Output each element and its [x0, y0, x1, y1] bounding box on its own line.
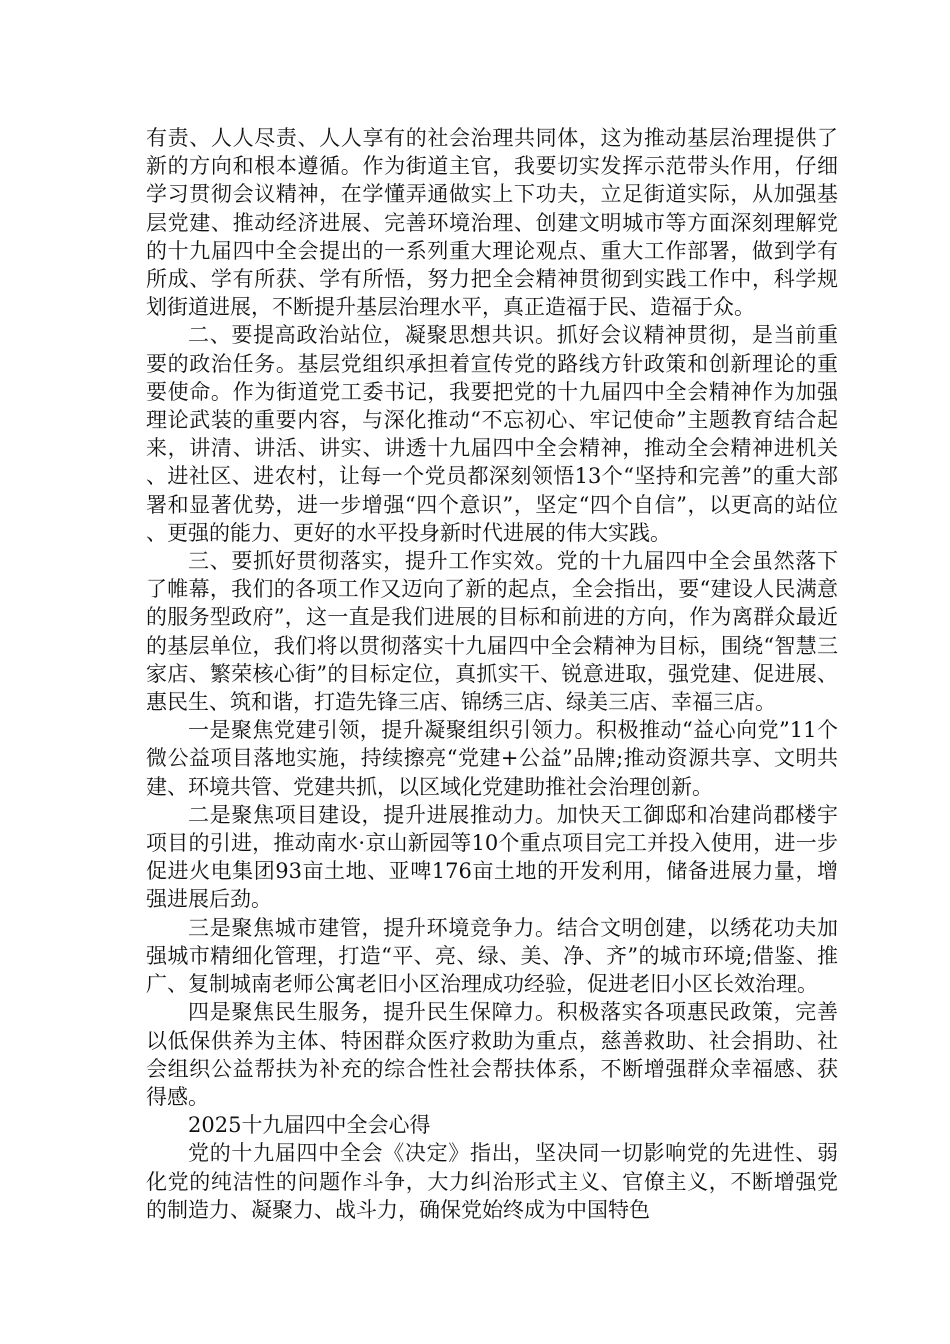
paragraph-point-two: 二是聚焦项目建设，提升进展推动力。加快天工御邸和冶建尚郡楼宇项目的引进，推动南水·京山新园等10个重点项目完工并投入使用，进一步促进火电集团93亩土地、亚啤176亩土地的开发利用，储备进展力量，增强进展后劲。 — [146, 802, 838, 912]
paragraph-point-four: 四是聚焦民生服务，提升民生保障力。积极落实各项惠民政策，完善以低保供养为主体、特困群众医疗救助为重点，慈善救助、社会捐助、社会组织公益帮扶为补充的综合性社会帮扶体系，不断增强群众幸福感、获得感。 — [146, 1000, 838, 1109]
paragraph-point-one: 一是聚焦党建引领，提升凝聚组织引领力。积极推动“益心向党”11个微公益项目落地实施，持续擦亮“党建+公益”品牌;推动资源共享、文明共建、环境共管、党建共抓，以区域化党建助推社会治理创新。 — [146, 718, 838, 799]
section-heading: 2025十九届四中全会心得 — [188, 1113, 431, 1138]
document-body — [146, 124, 838, 1224]
paragraph-decision: 党的十九届四中全会《决定》指出，坚决同一切影响党的先进性、弱化党的纯洁性的问题作斗争，大力纠治形式主义、官僚主义，不断增强党的制造力、凝聚力、战斗力，确保党始终成为中国特色 — [146, 1141, 838, 1222]
paragraph-continuation: 有责、人人尽责、人人享有的社会治理共同体，这为推动基层治理提供了新的方向和根本遵循。作为街道主官，我要切实发挥示范带头作用，仔细学习贯彻会议精神，在学懂弄通做实上下功夫，立足街道实际，从加强基层党建、推动经济进展、完善环境治理、创建文明城市等方面深刻理解党的十九届四中全会提出的一系列重大理论观点、重大工作部署，做到学有所成、学有所获、学有所悟，努力把全会精神贯彻到实践工作中，科学规划街道进展，不断提升基层治理水平，真正造福于民、造福于众。 — [146, 126, 838, 320]
paragraph-point-three: 三是聚焦城市建管，提升环境竞争力。结合文明创建，以绣花功夫加强城市精细化管理，打造“平、亮、绿、美、净、齐”的城市环境;借鉴、推广、复制城南老师公寓老旧小区治理成功经验，促进老旧小区长效治理。 — [146, 915, 838, 997]
paragraph-section-three: 三、要抓好贯彻落实，提升工作实效。党的十九届四中全会虽然落下了帷幕，我们的各项工作又迈向了新的起点，全会指出，要“建设人民满意的服务型政府”，这一直是我们进展的目标和前进的方向，作为离群众最近的基层单位，我们将以贯彻落实十九届四中全会精神为目标，围绕“智慧三家店、繁荣核心街”的目标定位，真抓实干、锐意进取，强党建、促进展、惠民生、筑和谐，打造先锋三店、锦绣三店、绿美三店、幸福三店。 — [146, 549, 838, 715]
paragraph-section-two: 二、要提高政治站位，凝聚思想共识。抓好会议精神贯彻，是当前重要的政治任务。基层党组织承担着宣传党的路线方针政策和创新理论的重要使命。作为街道党工委书记，我要把党的十九届四中全会精神作为加强理论武装的重要内容，与深化推动“不忘初心、牢记使命”主题教育结合起来，讲清、讲活、讲实、讲透十九届四中全会精神，推动全会精神进机关、进社区、进农村，让每一个党员都深刻领悟13个“坚持和完善”的重大部署和显著优势，进一步增强“四个意识”，坚定“四个自信”，以更高的站位、更强的能力、更好的水平投身新时代进展的伟大实践。 — [146, 323, 838, 545]
